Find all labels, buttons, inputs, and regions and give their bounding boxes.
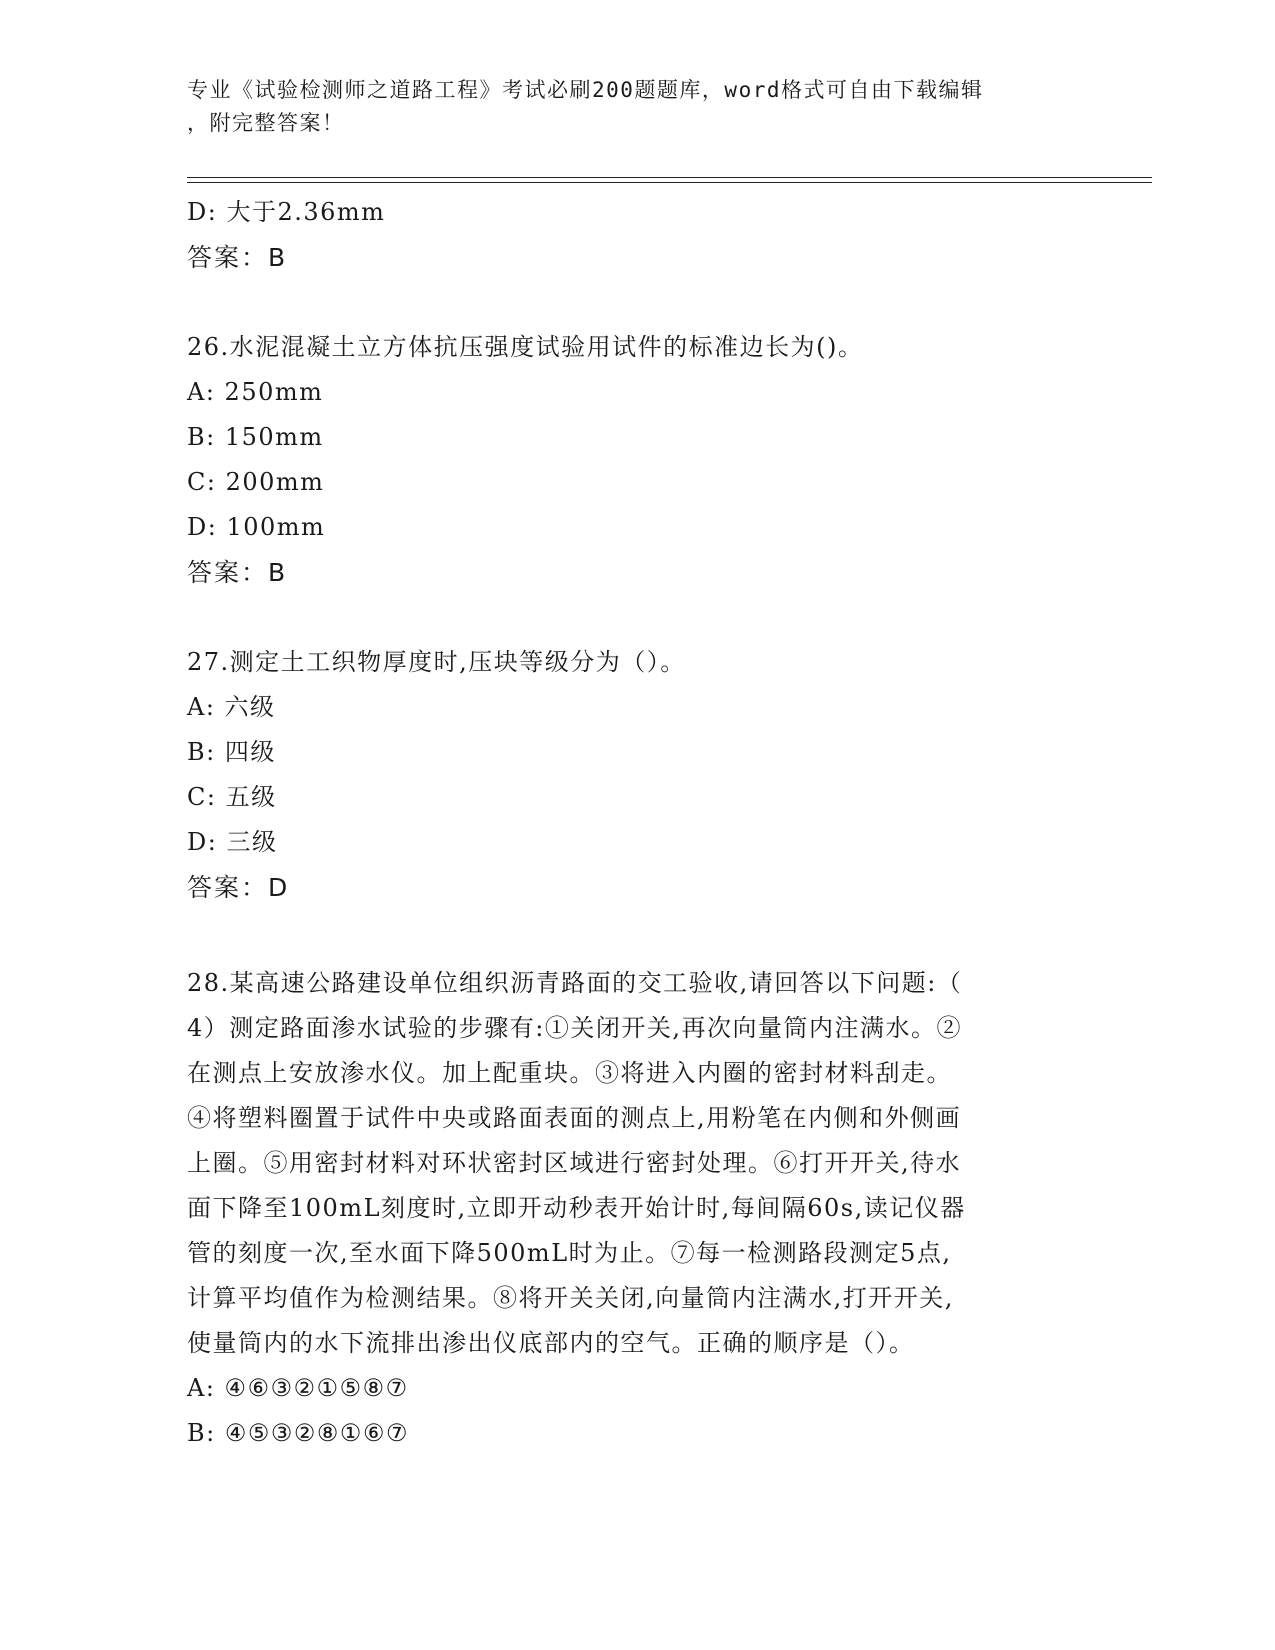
q27-option-d: D: 三级 [187, 828, 278, 856]
q28-question-line: 在测点上安放渗水仪。加上配重块。③将进入内圈的密封材料刮走。 [187, 1059, 952, 1087]
q27-answer: 答案：D [187, 873, 290, 902]
q26-option-d: D: 100mm [187, 513, 326, 541]
q27-question: 27.测定土工织物厚度时,压块等级分为（）。 [187, 648, 686, 676]
spacer [187, 910, 1087, 955]
q28-question-line: 28.某高速公路建设单位组织沥青路面的交工验收,请回答以下问题:（ [187, 969, 963, 997]
q28-option-a: A: ④⑥③②①⑤⑧⑦ [187, 1374, 409, 1402]
header-divider-bottom [187, 182, 1152, 183]
q28-question-line: 使量筒内的水下流排出渗出仪底部内的空气。正确的顺序是（）。 [187, 1329, 915, 1357]
q28-question-line: 管的刻度一次,至水面下降500mL时为止。⑦每一检测路段测定5点, [187, 1239, 952, 1267]
q28-question-line: 面下降至100mL刻度时,立即开动秒表开始计时,每间隔60s,读记仪器 [187, 1194, 966, 1222]
header-divider-top [187, 177, 1152, 178]
q27-option-c: C: 五级 [187, 783, 277, 811]
q28-question-line: 计算平均值作为检测结果。⑧将开关关闭,向量筒内注满水,打开开关, [187, 1284, 954, 1312]
q28-question-line: 上圈。⑤用密封材料对环状密封区域进行密封处理。⑥打开开关,待水 [187, 1149, 962, 1177]
q26-option-b: B: 150mm [187, 423, 324, 451]
q28-question-line: ④将塑料圈置于试件中央或路面表面的测点上,用粉笔在内侧和外侧画 [187, 1104, 962, 1132]
q27-option-b: B: 四级 [187, 738, 276, 766]
q28-option-b: B: ④⑤③②⑧①⑥⑦ [187, 1419, 409, 1447]
q26-option-a: A: 250mm [187, 378, 324, 406]
document-body [187, 190, 1087, 1456]
q28-question-line: 4）测定路面渗水试验的步骤有:①关闭开关,再次向量筒内注满水。② [187, 1014, 962, 1042]
spacer [187, 595, 1087, 640]
prev-option-d: D: 大于2.36mm [187, 198, 386, 226]
q28-question [187, 961, 1087, 1366]
q27-option-a: A: 六级 [187, 693, 276, 721]
document-header [187, 74, 1067, 140]
prev-answer: 答案：B [187, 243, 288, 272]
spacer [187, 280, 1087, 325]
q26-answer: 答案：B [187, 558, 288, 587]
header-title-line-2: ，附完整答案！ [187, 111, 345, 135]
q26-question: 26.水泥混凝土立方体抗压强度试验用试件的标准边长为()。 [187, 333, 864, 361]
q26-option-c: C: 200mm [187, 468, 325, 496]
header-title-line-1: 专业《试验检测师之道路工程》考试必刷200题题库，word格式可自由下载编辑 [187, 78, 984, 102]
